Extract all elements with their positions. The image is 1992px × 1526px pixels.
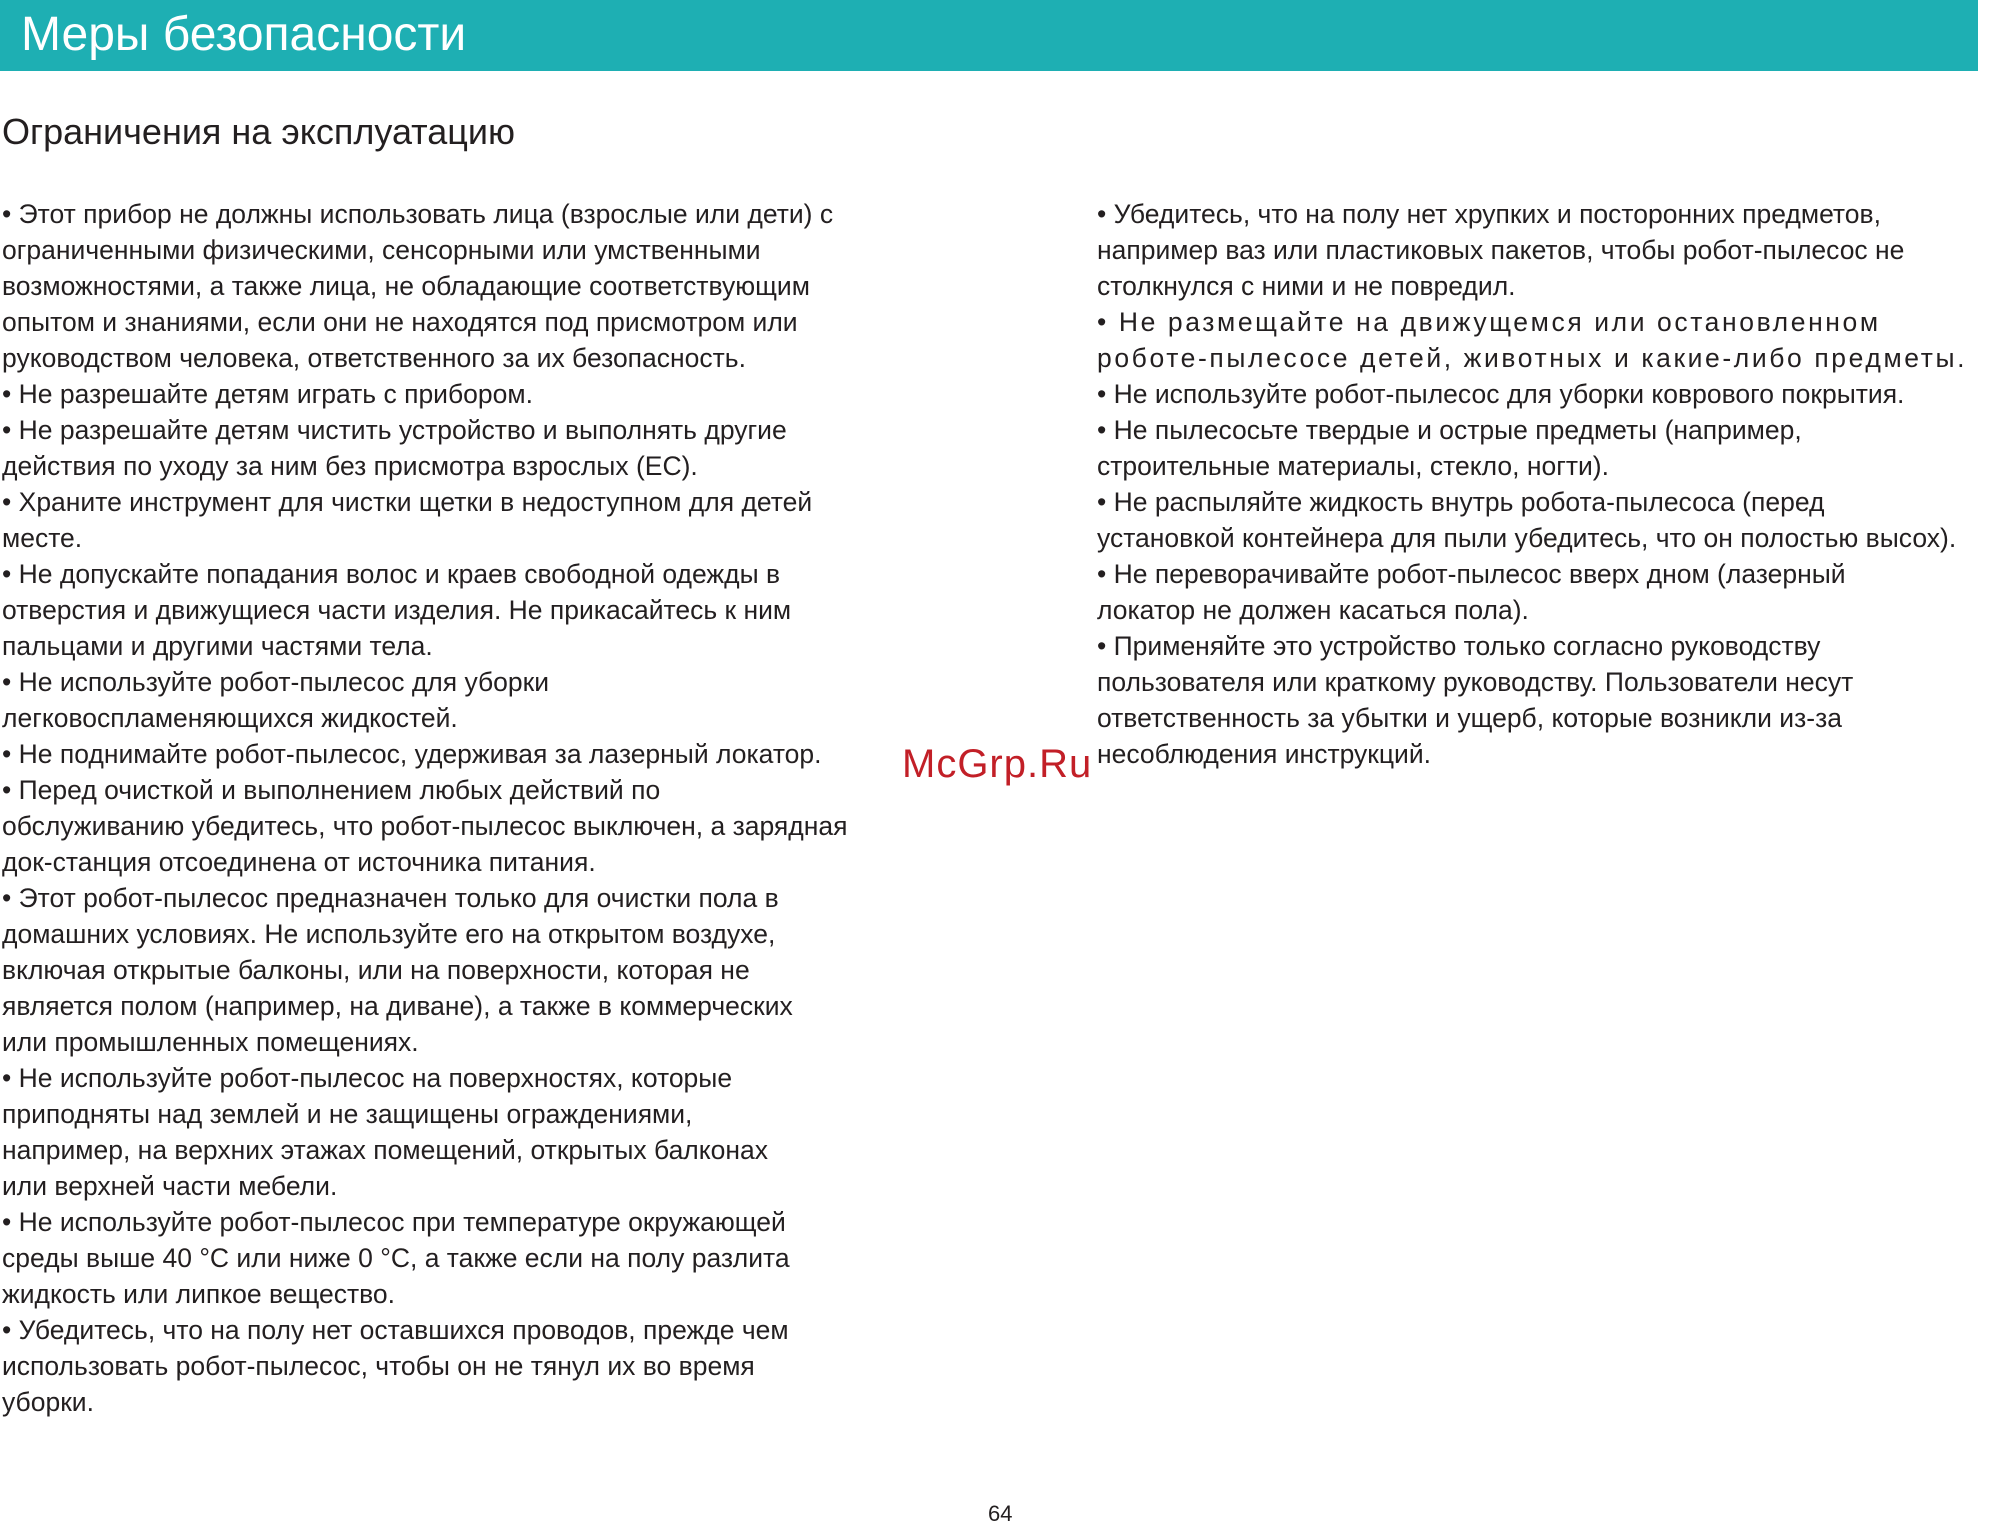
text-line: возможностями, а также лица, не обладающие соответствующим [2, 271, 810, 301]
section-title: Ограничения на эксплуатацию [2, 111, 516, 152]
text-line: • Храните инструмент для чистки щетки в недоступном для детей [2, 487, 813, 517]
text-line: пальцами и другими частями тела. [2, 631, 433, 661]
text-line: столкнулся с ними и не повредил. [1097, 271, 1516, 301]
text-line: • Не разрешайте детям чистить устройство и выполнять другие [2, 415, 787, 445]
text-line: например, на верхних этажах помещений, открытых балконах [2, 1135, 769, 1165]
text-line: • Убедитесь, что на полу нет хрупких и посторонних предметов, [1097, 199, 1881, 229]
text-line: • Этот робот-пылесос предназначен только для очистки пола в [2, 883, 779, 913]
text-line: является полом (например, на диване), а также в коммерческих [2, 991, 793, 1021]
text-line: несоблюдения инструкций. [1097, 739, 1432, 769]
text-line: пользователя или краткому руководству. Пользователи несут [1097, 667, 1854, 697]
text-line: среды выше 40 °C или ниже 0 °C, а также если на полу разлита [2, 1243, 790, 1273]
text-line: строительные материалы, стекло, ногти). [1097, 451, 1609, 481]
text-line: жидкость или липкое вещество. [2, 1279, 395, 1309]
text-line: легковоспламеняющихся жидкостей. [2, 703, 458, 733]
text-line: • Не допускайте попадания волос и краев свободной одежды в [2, 559, 781, 589]
text-line: приподняты над землей и не защищены ограждениями, [2, 1099, 693, 1129]
text-line: роботе-пылесосе детей, животных и какие-либо предметы. [1097, 343, 1968, 373]
left-column [2, 196, 942, 1420]
watermark: McGrp.Ru [902, 742, 1093, 786]
text-line: обслуживанию убедитесь, что робот-пылесос выключен, а зарядная [2, 811, 848, 841]
text-line: • Не используйте робот-пылесос на поверхностях, которые [2, 1063, 733, 1093]
text-line: уборки. [2, 1387, 94, 1417]
text-line: • Применяйте это устройство только согласно руководству [1097, 631, 1821, 661]
text-line: • Убедитесь, что на полу нет оставшихся проводов, прежде чем [2, 1315, 789, 1345]
text-line: месте. [2, 523, 83, 553]
text-line: • Не пылесосьте твердые и острые предметы (например, [1097, 415, 1802, 445]
header-bar [0, 0, 1978, 71]
text-line: установкой контейнера для пыли убедитесь, что он полостью высох). [1097, 523, 1957, 553]
text-line: или верхней части мебели. [2, 1171, 338, 1201]
text-line: действия по уходу за ним без присмотра взрослых (ЕС). [2, 451, 698, 481]
text-line: • Перед очисткой и выполнением любых действий по [2, 775, 661, 805]
text-line: • Не используйте робот-пылесос при температуре окружающей [2, 1207, 786, 1237]
text-line: • Не поднимайте робот-пылесос, удерживая за лазерный локатор. [2, 739, 822, 769]
text-line: например ваз или пластиковых пакетов, чтобы робот-пылесос не [1097, 235, 1905, 265]
page-title: Меры безопасности [21, 8, 467, 61]
text-line: • Не разрешайте детям играть с прибором. [2, 379, 533, 409]
text-line: ответственность за убытки и ущерб, которые возникли из-за [1097, 703, 1842, 733]
text-line: опытом и знаниями, если они не находятся под присмотром или [2, 307, 798, 337]
text-line: ограниченными физическими, сенсорными или умственными [2, 235, 761, 265]
text-line: домашних условиях. Не используйте его на открытом воздухе, [2, 919, 776, 949]
text-line: руководством человека, ответственного за их безопасность. [2, 343, 746, 373]
page-number: 64 [988, 1501, 1013, 1526]
text-line: • Не переворачивайте робот-пылесос вверх дном (лазерный [1097, 559, 1846, 589]
text-line: отверстия и движущиеся части изделия. Не прикасайтесь к ним [2, 595, 792, 625]
text-line: или промышленных помещениях. [2, 1027, 419, 1057]
text-line: использовать робот-пылесос, чтобы он не тянул их во время [2, 1351, 755, 1381]
text-line: • Не используйте робот-пылесос для уборки коврового покрытия. [1097, 379, 1905, 409]
right-column [1097, 196, 1992, 772]
text-line: • Не распыляйте жидкость внутрь робота-пылесоса (перед [1097, 487, 1825, 517]
text-line: док-станция отсоединена от источника питания. [2, 847, 596, 877]
text-line: • Не используйте робот-пылесос для уборки [2, 667, 550, 697]
text-line: • Не размещайте на движущемся или остановленном [1097, 307, 1881, 337]
text-line: локатор не должен касаться пола). [1097, 595, 1529, 625]
text-line: • Этот прибор не должны использовать лица (взрослые или дети) с [2, 199, 834, 229]
text-line: включая открытые балконы, или на поверхности, которая не [2, 955, 750, 985]
